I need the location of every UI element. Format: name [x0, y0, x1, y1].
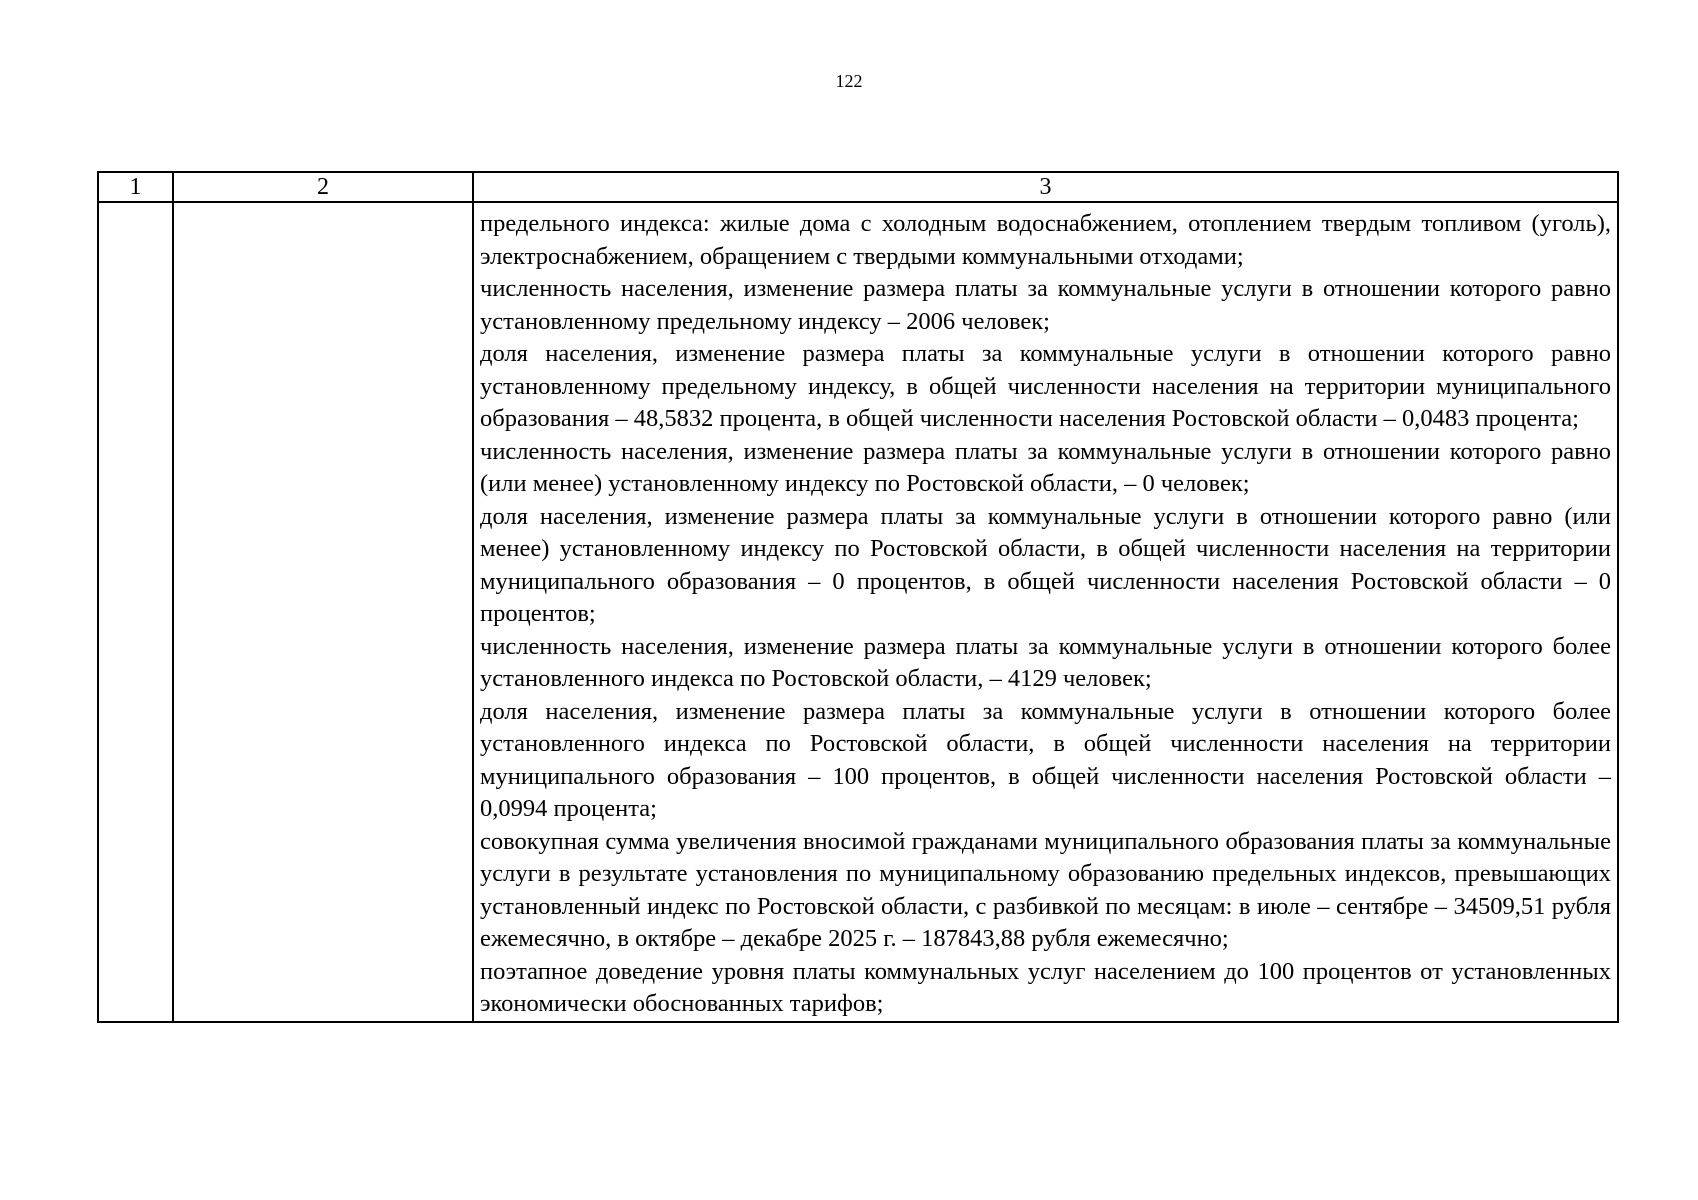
- paragraph-population-equal-limit: численность населения, изменение размера платы за коммунальные услуги в отношении которого равно установленному предельному индексу – 2006 человек;: [480, 275, 1611, 335]
- table-cell-col1: [98, 202, 173, 1022]
- paragraph-share-equal-limit: доля населения, изменение размера платы за коммунальные услуги в отношении которого равно установленному предельному индексу, в общей численности населения на территории муниципального образования – 48,5832 процента, в общей численности населения Ростовской области – 0,0483 процента;: [480, 340, 1611, 432]
- paragraph-population-equal-or-less-regional: численность населения, изменение размера платы за коммунальные услуги в отношении которого равно (или менее) установленному индексу по Ростовской области, – 0 человек;: [480, 437, 1611, 497]
- table-header-row: [98, 172, 1618, 202]
- paragraph-gradual-tariff-increase: поэтапное доведение уровня платы коммунальных услуг населением до 100 процентов от установленных экономически обоснованных тарифов;: [480, 957, 1611, 1017]
- table-cell-col3: [473, 202, 1618, 1022]
- column-header-3: 3: [473, 172, 1618, 202]
- page-number: 122: [835, 71, 863, 91]
- column-header-2: 2: [173, 172, 473, 202]
- table-row: [98, 202, 1618, 1022]
- paragraph-share-equal-or-less-regional: доля населения, изменение размера платы за коммунальные услуги в отношении которого равно (или менее) установленному индексу по Ростовской области, в общей численности населения на территории муниципального образования – 0 процентов, в общей численности населения Ростовской области – 0 процентов;: [480, 502, 1611, 627]
- paragraph-population-above-regional: численность населения, изменение размера платы за коммунальные услуги в отношении которого более установленного индекса по Ростовской области, – 4129 человек;: [480, 632, 1611, 692]
- paragraph-tariff-index-housing: предельного индекса: жилые дома с холодным водоснабжением, отоплением твердым топливом (уголь), электроснабжением, обращением с твердыми коммунальными отходами;: [480, 210, 1611, 270]
- paragraph-share-above-regional: доля населения, изменение размера платы за коммунальные услуги в отношении которого более установленного индекса по Ростовской области, в общей численности населения на территории муниципального образования – 100 процентов, в общей численности населения Ростовской области – 0,0994 процента;: [480, 697, 1611, 822]
- document-table: [97, 171, 1619, 1023]
- paragraph-total-increase-by-month: совокупная сумма увеличения вносимой гражданами муниципального образования платы за коммунальные услуги в результате установления по муниципальному образованию предельных индексов, превышающих установленный индекс по Ростовской области, с разбивкой по месяцам: в июле – сентябре – 34509,51 рубля ежемесячно, в октябре – декабре 2025 г. – 187843,88 рубля ежемесячно;: [480, 827, 1611, 952]
- table-cell-col2: [173, 202, 473, 1022]
- column-header-1: 1: [98, 172, 173, 202]
